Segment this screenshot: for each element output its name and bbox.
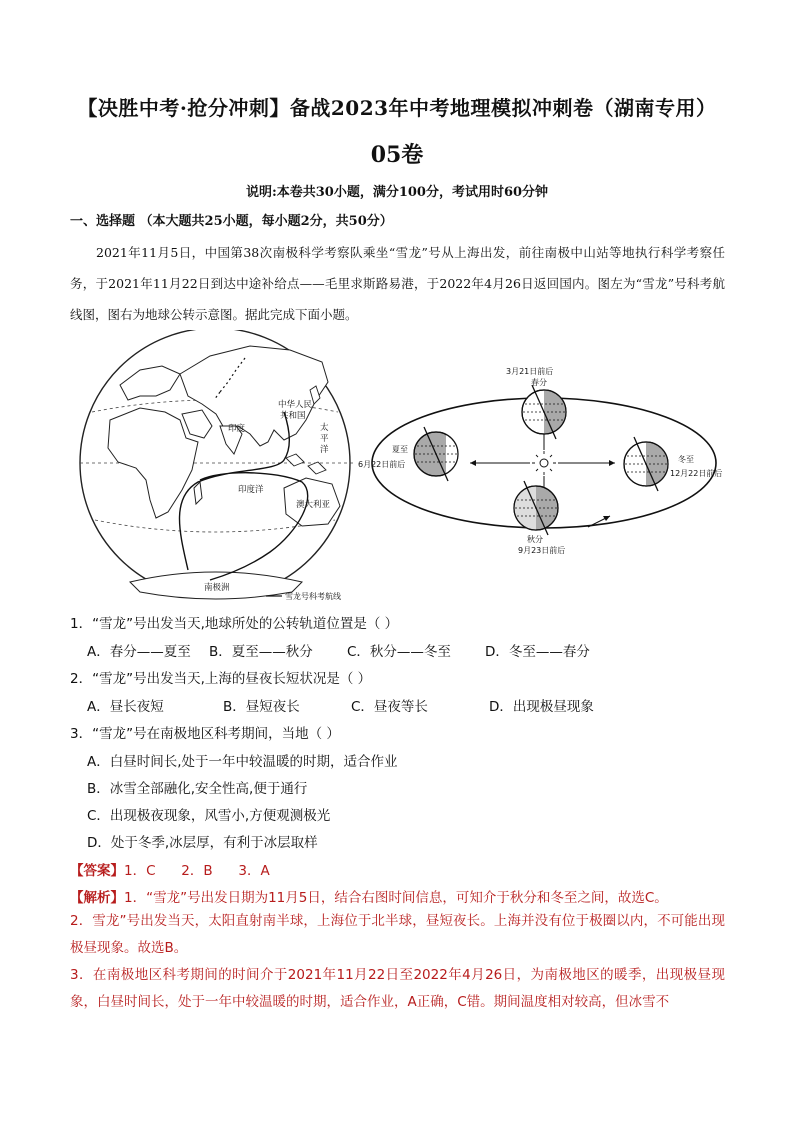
- q2-option-d[interactable]: D．出现极昼现象: [489, 699, 594, 715]
- figures-svg: [70, 330, 730, 608]
- q3-option-b[interactable]: B．冰雪全部融化,安全性高,便于通行: [87, 781, 308, 797]
- question-1-options: [87, 640, 590, 660]
- earth-winter: [624, 437, 668, 491]
- winter-date-label: 12月22日前后: [670, 469, 723, 478]
- analysis-label: 【解析】: [70, 890, 124, 906]
- autumn-label: 秋分: [527, 535, 543, 544]
- section-title: 一、选择题 （本大题共25小题，每小题2分，共50分）: [70, 214, 393, 229]
- q2-option-c[interactable]: C．昼夜等长: [351, 699, 428, 715]
- spring-label: 春分: [531, 378, 547, 387]
- pacific-label-1: 太: [320, 423, 329, 433]
- route-map: [80, 330, 354, 601]
- question-1: 1．“雪龙”号出发当天,地球所处的公转轨道位置是（ ）: [70, 616, 399, 632]
- q3-option-a[interactable]: A．白昼时间长,处于一年中较温暖的时期，适合作业: [87, 754, 398, 770]
- route-legend-label: 雪龙号科考航线: [285, 592, 341, 601]
- china-label-1: 中华人民: [278, 400, 313, 410]
- answer-line: [70, 859, 270, 879]
- exam-volume: 05卷: [370, 142, 424, 168]
- q1-option-b[interactable]: B．夏至——秋分: [209, 644, 313, 660]
- answer-text: 1．C 2．B 3．A: [124, 863, 270, 879]
- earth-summer: [414, 427, 459, 481]
- indian-ocean-label: 印度洋: [238, 485, 264, 495]
- analysis-line-1: [70, 886, 668, 906]
- q2-option-b[interactable]: B．昼短夜长: [223, 699, 300, 715]
- q3-option-d[interactable]: D．处于冬季,冰层厚，有利于冰层取样: [87, 835, 318, 851]
- analysis-p3: 3．在南极地区科考期间的时间介于2021年11月22日至2022年4月26日，为南极地区的暖季，出现极昼现象，白昼时间长，处于一年中较温暖的时期，适合作业，A正确，C错。期间温度相对较高，但冰雪不: [70, 967, 725, 1010]
- earth-spring: [522, 385, 566, 439]
- analysis-p1: 1．“雪龙”号出发日期为11月5日，结合右图时间信息，可知介于秋分和冬至之间，故选C。: [124, 890, 668, 906]
- china-label-2: 共和国: [280, 411, 306, 421]
- figures: [70, 330, 730, 608]
- q1-option-a[interactable]: A．春分——夏至: [87, 644, 191, 660]
- analysis-p2: 2．雪龙”号出发当天，太阳直射南半球，上海位于北半球，昼短夜长。上海并没有位于极圈以内，不可能出现极昼现象。故选B。: [70, 913, 725, 956]
- q1-option-d[interactable]: D．冬至——春分: [485, 644, 590, 660]
- intro-paragraph: 2021年11月5日，中国第38次南极科学考察队乘坐“雪龙”号从上海出发，前往南极中山站等地执行科学考察任务，于2021年11月22日到达中途补给点——毛里求斯路易港，于2022年4月26日返回国内。图左为“雪龙”号科考航线图，图右为地球公转示意图。据此完成下面小题。: [70, 245, 725, 322]
- question-2: 2．“雪龙”号出发当天,上海的昼夜长短状况是（ ）: [70, 671, 372, 687]
- pacific-label-2: 平: [320, 434, 329, 444]
- exam-title: 【决胜中考·抢分冲刺】备战2023年中考地理模拟冲刺卷（湖南专用）: [77, 96, 717, 120]
- summer-label: 夏至: [392, 445, 408, 454]
- sun-icon: [532, 451, 556, 475]
- pacific-label-3: 洋: [320, 445, 329, 455]
- question-3: 3．“雪龙”号在南极地区科考期间，当地（ ）: [70, 726, 340, 742]
- q3-option-c[interactable]: C．出现极夜现象，风雪小,方便观测极光: [87, 808, 331, 824]
- spring-date-label: 3月21日前后: [506, 367, 554, 376]
- antarctica-label: 南极洲: [204, 583, 230, 593]
- winter-label: 冬至: [678, 455, 694, 464]
- question-2-options: [87, 695, 594, 715]
- autumn-date-label: 9月23日前后: [518, 546, 566, 555]
- answer-label: 【答案】: [70, 863, 124, 879]
- q1-option-c[interactable]: C．秋分——冬至: [347, 644, 451, 660]
- summer-date-label: 6月22日前后: [358, 460, 406, 469]
- exam-instructions: 说明:本卷共30小题，满分100分，考试用时60分钟: [245, 185, 549, 200]
- q2-option-a[interactable]: A．昼长夜短: [87, 699, 164, 715]
- australia-label: 澳大利亚: [296, 500, 331, 510]
- india-label: 印度: [228, 424, 246, 434]
- orbit-diagram: [358, 366, 722, 555]
